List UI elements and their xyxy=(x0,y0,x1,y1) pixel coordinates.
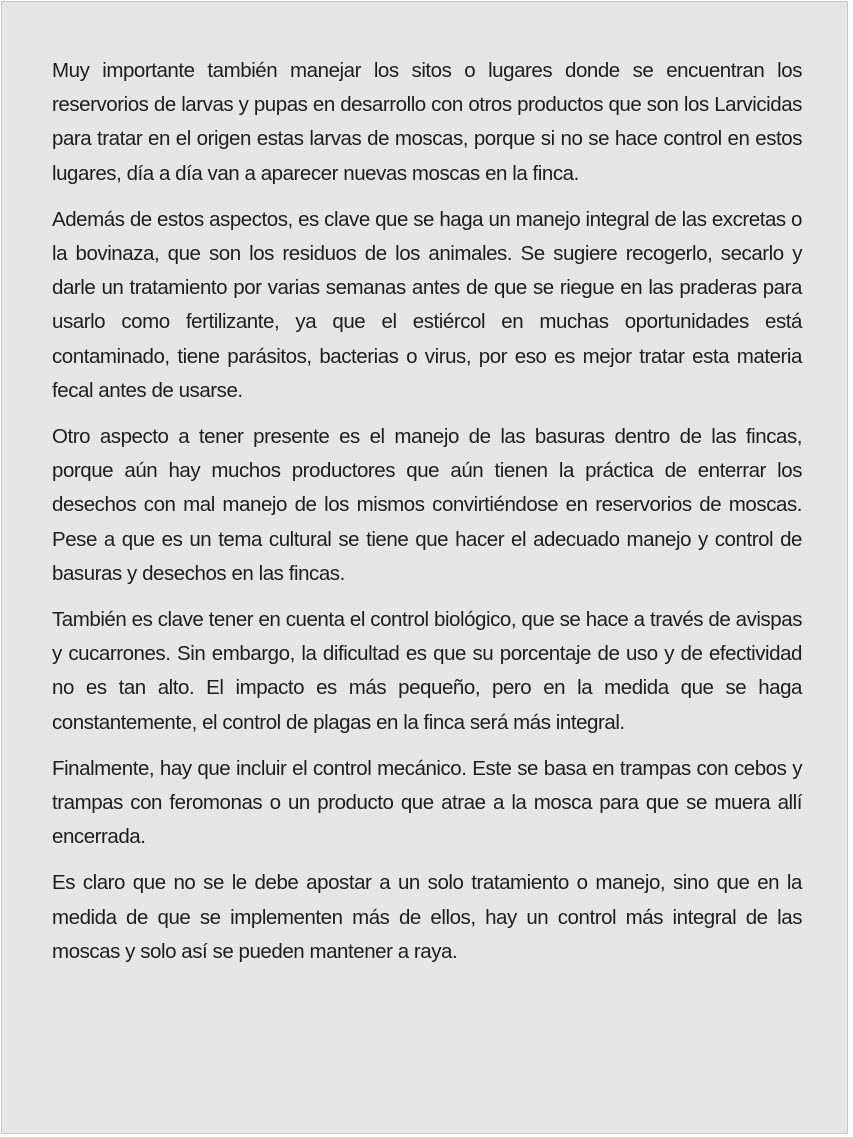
paragraph-conclusion: Es claro que no se le debe apostar a un solo tratamiento o manejo, sino que en la medida de que se implementen más de ellos, hay un control más integral de las moscas y solo así se pueden mantener a raya. xyxy=(52,871,802,963)
paragraph-bovinaza: Además de estos aspectos, es clave que se haga un manejo integral de las excretas o la bovinaza, que son los residuos de los animales. Se sugiere recogerlo, secarlo y darle un tratamiento por varias semanas antes de que se riegue en las praderas para usarlo como fertilizante, ya que el estiércol en muchas oportunidades está contaminado, tiene parásitos, bacterias o virus, por eso es mejor tratar esta materia fecal antes de usarse. xyxy=(52,207,802,402)
paragraph-larvicidas: Muy importante también manejar los sitos o lugares donde se encuentran los reservorios de larvas y pupas en desarrollo con otros productos que son los Larvicidas para tratar en el origen estas larvas de moscas, porque si no se hace control en estos lugares, día a día van a aparecer nuevas moscas en la finca. xyxy=(52,59,802,185)
document-body xyxy=(52,54,802,981)
paragraph-control-biologico: También es clave tener en cuenta el control biológico, que se hace a través de avispas y cucarrones. Sin embargo, la dificultad es que su porcentaje de uso y de efectividad no es tan alto. El impacto es más pequeño, pero en la medida que se haga constantemente, el control de plagas en la finca será más integral. xyxy=(52,608,802,734)
document-page xyxy=(1,1,848,1134)
paragraph-control-mecanico: Finalmente, hay que incluir el control mecánico. Este se basa en trampas con cebos y trampas con feromonas o un producto que atrae a la mosca para que se muera allí encerrada. xyxy=(52,756,802,849)
paragraph-basuras: Otro aspecto a tener presente es el manejo de las basuras dentro de las fincas, porque aún hay muchos productores que aún tienen la práctica de enterrar los desechos con mal manejo de los mismos convirtiéndose en reservorios de moscas. Pese a que es un tema cultural se tiene que hacer el adecuado manejo y control de basuras y desechos en las fincas. xyxy=(52,425,802,585)
